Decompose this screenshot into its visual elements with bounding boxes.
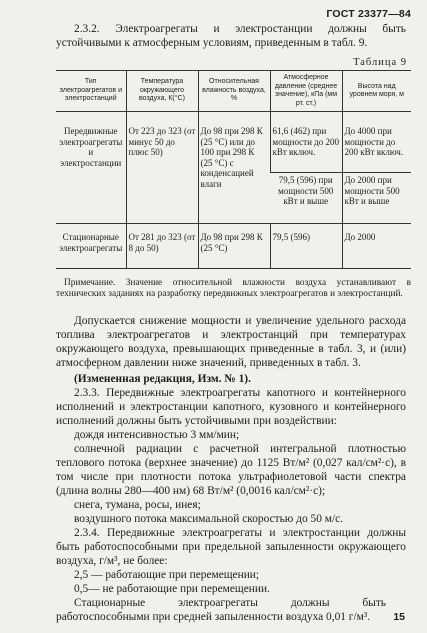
condition-rain: дождя интенсивностью 3 мм/мин;: [74, 429, 240, 441]
col-header-type: Тип электроагрегатов и электростанций: [56, 71, 126, 112]
condition-snow: снега, тумана, росы, инея;: [74, 499, 201, 511]
cell-temp-stationary: От 281 до 323 (от 8 до 50): [126, 224, 198, 269]
table-note: Примечание. Значение относительной влажности воздуха устанавливают в технических заданиях на разработку передвижных электроагрегатов и электростанций.: [56, 278, 411, 299]
cell-type-mobile: Передвижные электроагрегаты и электростанции: [59, 126, 123, 168]
cell-pressure-mobile-b: 79,5 (596) при мощности 500 кВт и выше: [270, 173, 342, 224]
cell-altitude-mobile-a: До 4000 при мощности до 200 кВт включ.: [342, 112, 411, 173]
cell-type-stationary: Стационарные электроагрегаты: [56, 224, 126, 269]
dust-moving: 2,5 — работающие при перемещении;: [74, 569, 260, 581]
col-header-pressure: Атмосферное давление (среднее значение), кПа (мм рт. ст.): [270, 71, 342, 112]
paragraph-allowance: Допускается снижение мощности и увеличение удельного расхода топлива электроагрегатов и электростанций при температурах окружающего воздуха, превышающих приведенные в табл. 3, и (или) атмосферном давлении ниже значений, приведенных в табл. 3.: [56, 315, 406, 369]
document-header: ГОСТ 23377—84: [326, 8, 411, 20]
conditions-table: [56, 70, 411, 269]
table-row: [56, 112, 411, 173]
paragraph-2-3-3: 2.3.3. Передвижные электроагрегаты капотного и контейнерного исполнений и электростанции капотного, кузовного и контейнерного исполнений должны быть устойчивыми при воздействии:: [56, 387, 406, 427]
condition-solar: солнечной радиации с расчетной интегральной плотностью теплового потока (верхнее значение) до 1125 Вт/м² (0,027 кал/см²·с), в том числе при плотности потока ультрафиолетовой части спектра (длина волны 280—400 нм) 68 Вт/м² (0,0016 кал/см²·с);: [56, 443, 406, 497]
col-header-altitude: Высота над уровнем моря, м: [342, 71, 411, 112]
cell-humidity-mobile: До 98 при 298 К (25 °C) или до 100 при 298 К (25 °C) с конденсацией влаги: [198, 112, 270, 224]
cell-pressure-mobile-a: 61,6 (462) при мощности до 200 кВт включ.: [270, 112, 342, 173]
paragraph-2-3-2: 2.3.2. Электроагрегаты и электростанции должны быть устойчивыми к атмосферным условиям, приведенным в табл. 9.: [56, 23, 406, 49]
cell-pressure-stationary: 79,5 (596): [270, 224, 342, 269]
table-row: [56, 224, 411, 269]
paragraph-stationary: Стационарные электроагрегаты должны быть работоспособными при средней запыленности воздуха 0,01 г/м³.: [56, 597, 386, 623]
condition-wind: воздушного потока максимальной скоростью до 50 м/с.: [74, 513, 344, 525]
cell-humidity-stationary: До 98 при 298 К (25 °C): [198, 224, 270, 269]
col-header-humidity: Относительная влажность воздуха, %: [198, 71, 270, 112]
cell-altitude-stationary: До 2000: [342, 224, 411, 269]
cell-temp-mobile: От 223 до 323 (от минус 50 до плюс 50): [126, 112, 198, 224]
col-header-temperature: Температура окружающего воздуха, К(°C): [126, 71, 198, 112]
page-number: 15: [393, 611, 405, 623]
dust-not-moving: 0,5— не работающие при перемещении.: [74, 583, 270, 595]
amendment-note: (Измененная редакция, Изм. № 1).: [74, 373, 251, 385]
table-caption: Таблица 9: [353, 57, 407, 68]
table-header-row: [56, 71, 411, 112]
cell-altitude-mobile-b: До 2000 при мощности 500 кВт и выше: [342, 173, 411, 224]
paragraph-2-3-4: 2.3.4. Передвижные электроагрегаты и электростанции должны быть работоспособными при предельной запыленности окружающего воздуха, г/м³, не более:: [56, 527, 406, 567]
